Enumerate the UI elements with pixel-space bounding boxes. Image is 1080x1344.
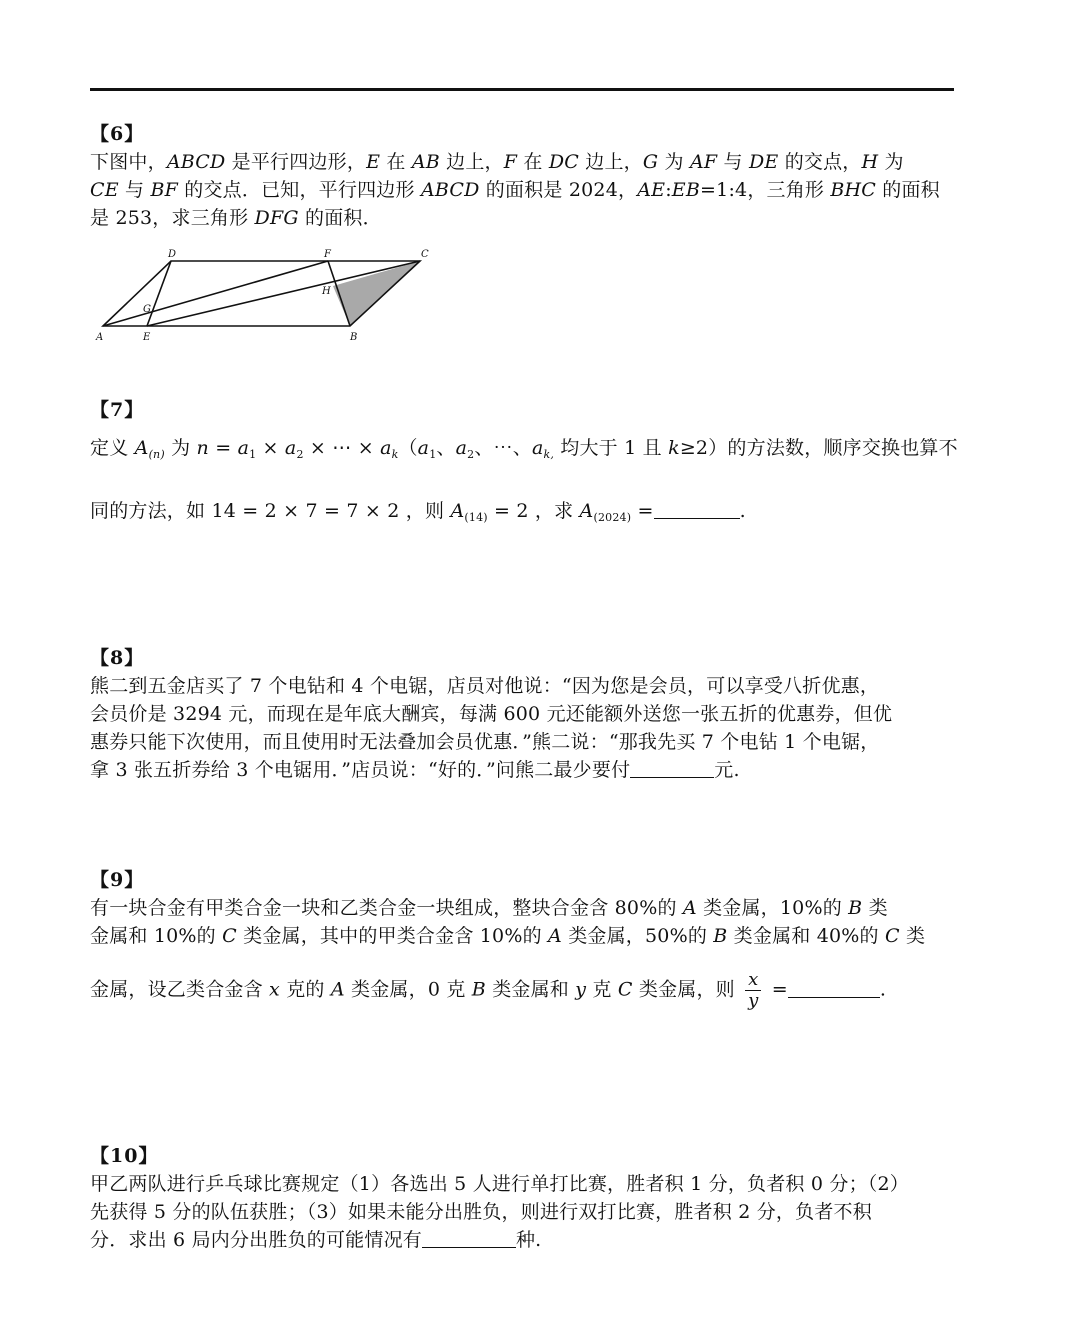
problem-text-line: 定义 $A_{(n)}$ 为 $n = a_1 \times a_2$ × ⋯ × $a_k(a_1$、$a_2$、⋯、$a_{k,}$ 均大于 1 且 k≥2）的方法数，顺序交换也算不 xyxy=(90,437,958,461)
problem-9 xyxy=(90,866,960,1011)
label-a: A xyxy=(96,332,104,343)
label-b: B xyxy=(350,332,358,343)
label-g: G xyxy=(143,304,151,315)
problem-number: 【7】 xyxy=(90,399,145,421)
problem-number: 【10】 xyxy=(90,1145,159,1167)
segment-de xyxy=(147,261,171,326)
problem-text-line: 惠券只能下次使用，而且使用时无法叠加会员优惠．”熊二说：“那我先买 7 个电钻 1 个电锯， xyxy=(90,731,880,753)
problem-7 xyxy=(90,396,960,532)
problem-text-line: 金属，设乙类合金含 x 克的 A 类金属，0 克 B 类金属和 y 克 C 类金属，则 $\frac{x}{y}$ = . xyxy=(90,969,887,1011)
problem-text-line: 下图中，ABCD 是平行四边形，E 在 AB 边上，F 在 DC 边上，G 为 AF 与 DE 的交点，H 为 xyxy=(90,151,904,173)
label-c: C xyxy=(421,249,429,260)
problem-text-line: 同的方法，如 14 = 2 × 7 = 7 × 2 ，则 $A_{(14)} = 2$ ，求 $A_{(2024)}$ = . xyxy=(90,500,746,524)
fraction-x-over-y: $\frac{x}{y}$ xyxy=(745,970,761,1011)
problem-number: 【9】 xyxy=(90,869,145,891)
answer-blank[interactable] xyxy=(654,498,740,519)
answer-blank[interactable] xyxy=(630,757,714,778)
problem-text-line: CE 与 BF 的交点．已知，平行四边形 ABCD 的面积是 2024，AE:EB=1:4，三角形 BHC 的面积 xyxy=(90,179,940,201)
label-h: H xyxy=(322,286,331,297)
problem-text-line: 会员价是 3294 元，而现在是年底大酬宾，每满 600 元还能额外送您一张五折的优惠券，但优 xyxy=(90,703,893,725)
problem-text-line: 有一块合金有甲类合金一块和乙类合金一块组成，整块合金含 80%的 A 类金属，10%的 B 类 xyxy=(90,897,888,919)
problem-text-line: 分．求出 6 局内分出胜负的可能情况有 种. xyxy=(90,1229,542,1251)
label-e: E xyxy=(143,332,151,343)
problem-text-line: 熊二到五金店买了 7 个电钻和 4 个电锯，店员对他说：“因为您是会员，可以享受八折优惠， xyxy=(90,675,880,697)
label-d: D xyxy=(168,249,177,260)
problem-number: 【6】 xyxy=(90,123,145,145)
problem-10 xyxy=(90,1142,960,1254)
problem-6 xyxy=(90,120,960,232)
problem-text-line: 拿 3 张五折券给 3 个电锯用．”店员说：“好的．”问熊二最少要付 元. xyxy=(90,759,740,781)
problem-8 xyxy=(90,644,960,784)
problem-number: 【8】 xyxy=(90,647,145,669)
problem-text-line: 甲乙两队进行乒乓球比赛规定（1）各选出 5 人进行单打比赛，胜者积 1 分，负者积 0 分；（2） xyxy=(90,1173,909,1195)
parallelogram-figure xyxy=(88,244,438,348)
answer-blank[interactable] xyxy=(422,1227,516,1248)
label-f: F xyxy=(324,249,331,260)
answer-blank[interactable] xyxy=(788,977,880,998)
top-rule xyxy=(90,88,954,91)
problem-text-line: 是 253，求三角形 DFG 的面积． xyxy=(90,207,382,229)
problem-text-line: 先获得 5 分的队伍获胜；（3）如果未能分出胜负，则进行双打比赛，胜者积 2 分，负者不积 xyxy=(90,1201,872,1223)
problem-text-line: 金属和 10%的 C 类金属，其中的甲类合金含 10%的 A 类金属，50%的 B 类金属和 40%的 C 类 xyxy=(90,925,926,947)
